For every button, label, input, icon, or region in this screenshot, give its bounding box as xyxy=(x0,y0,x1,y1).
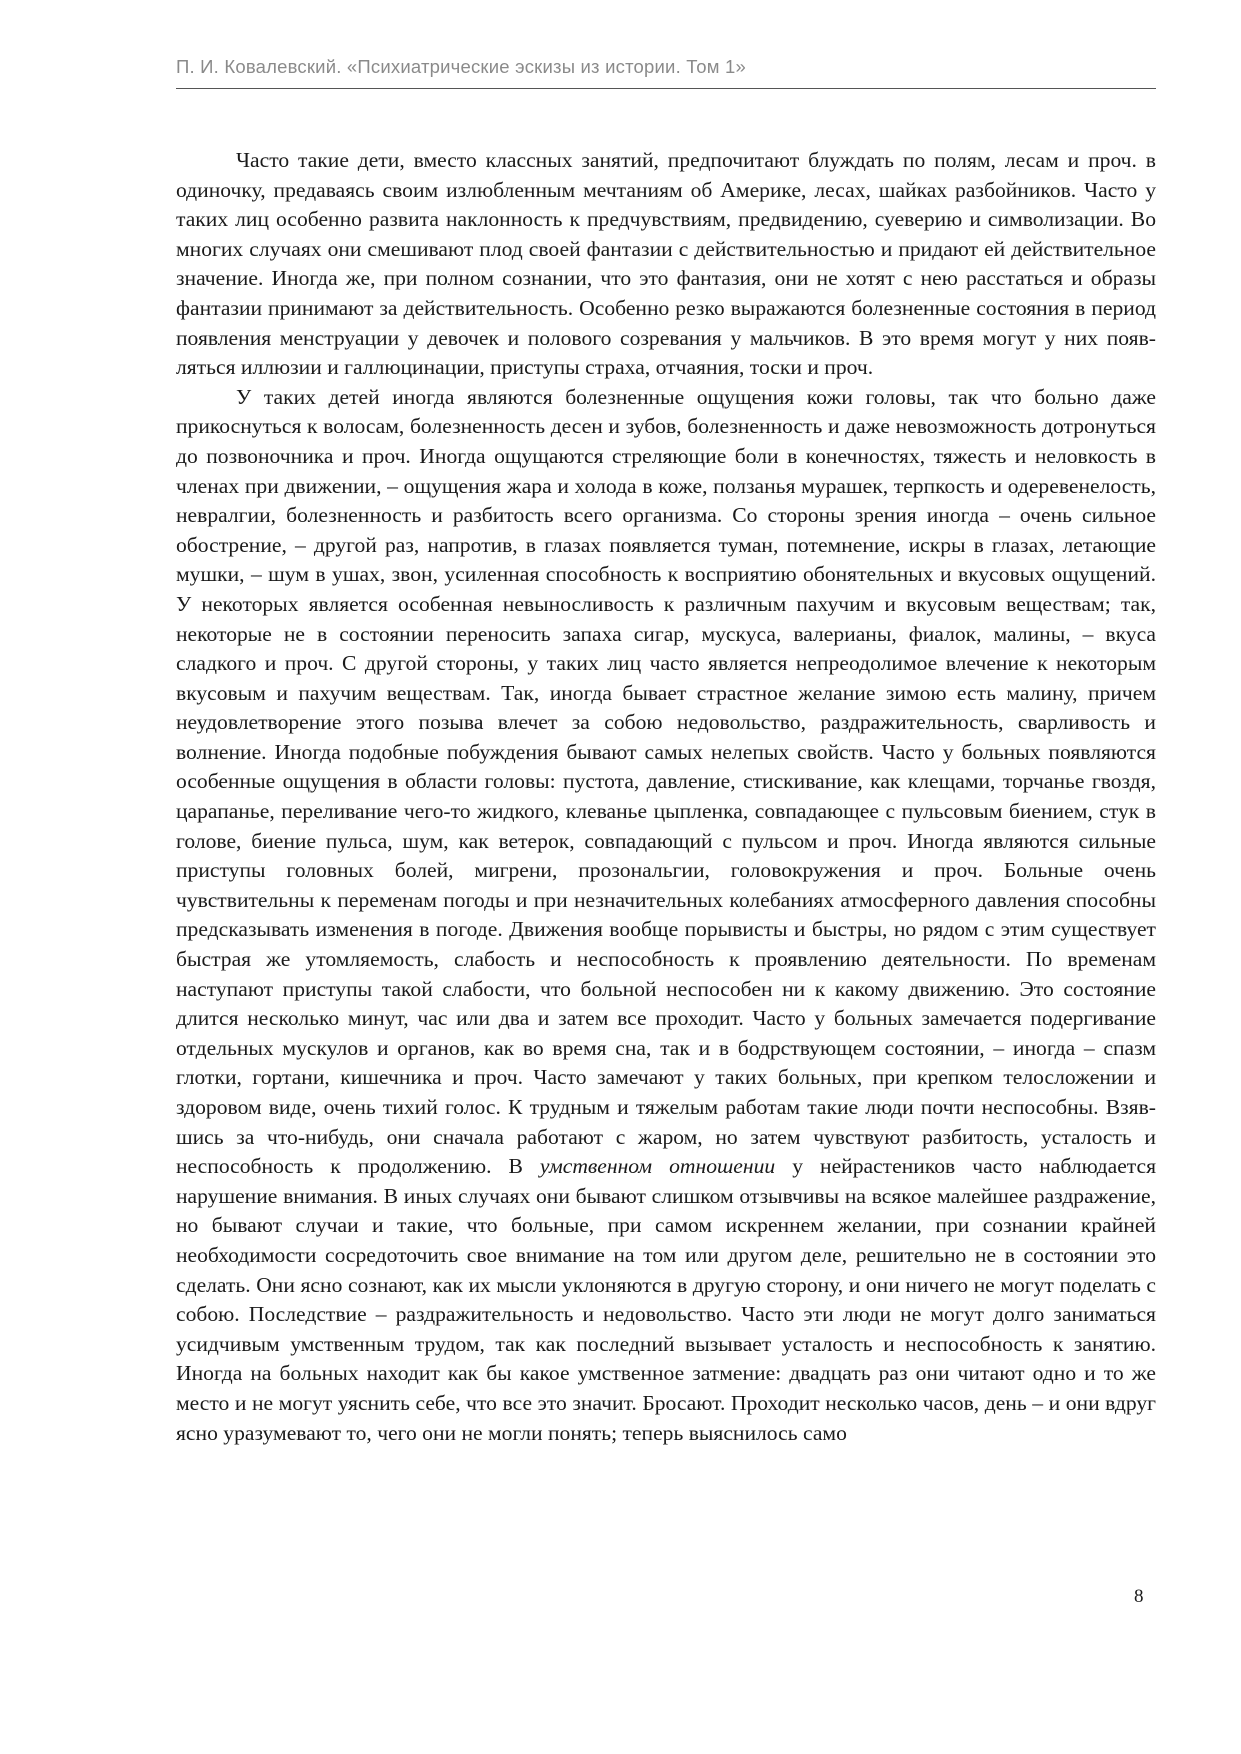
emphasis-text: умственном отношении xyxy=(539,1154,776,1179)
paragraph-text: у нейрастеников часто наблюдается нарушение внимания. В иных случаях они бывают слишком отзывчивы на всякое малейшее раздражение, но бывают случаи и такие, что больные, при самом искреннем желании, при сознании крайней необходимости сосредоточить свое внимание на том или другом деле, решительно не в состоянии это сделать. Они ясно сознают, как их мысли уклоняются в другую сторону, и они ничего не могут поделать с собою. Последствие – раздражительность и недовольство. Часто эти люди не могут долго заниматься усидчивым умственным трудом, так как последний вызывает усталость и неспособность к занятию. Иногда на больных находит как бы какое умственное затмение: двадцать раз они читают одно и то же место и не могут уяснить себе, что все это значит. Бросают. Проходит несколько часов, день – и они вдруг ясно уразумевают то, чего они не могли понять; теперь выяснилось само xyxy=(176,1154,1156,1445)
header-rule xyxy=(176,88,1156,89)
paragraph: Часто такие дети, вместо классных занятий, предпочитают блуждать по полям, лесам и проч. в одиночку, предаваясь своим излюбленным мечтаниям об Америке, лесах, шайках разбойников. Часто у таких лиц особенно развита наклонность к предчувствиям, предвидению, суеверию и символизации. Во многих случаях они смешивают плод своей фантазии с действительностью и придают ей действительное значение. Иногда же, при полном сознании, что это фантазия, они не хотят с нею расстаться и образы фантазии принимают за действительность. Особенно резко выражаются болезненные состояния в период появления менструации у девочек и полового созревания у мальчиков. В это время могут у них появляться иллюзии и галлюцинации, приступы страха, отчаяния, тоски и проч. xyxy=(176,148,1156,380)
paragraph xyxy=(176,383,1156,1448)
page-number: 8 xyxy=(1134,1586,1144,1607)
running-header: П. И. Ковалевский. «Психиатрические эскизы из истории. Том 1» xyxy=(176,56,747,77)
paragraph-text: У таких детей иногда являются болезненные ощущения кожи головы, так что больно даже прикоснуться к волосам, болезненность десен и зубов, болезненность и даже невозможность дотронуться до позвоночника и проч. Иногда ощущаются стреляющие боли в конечностях, тяжесть и неловкость в членах при движении, – ощущения жара и холода в коже, ползанья мурашек, терпкость и одеревенелость, невралгии, болезненность и разбитость всего организма. Со стороны зрения иногда – очень сильное обострение, – другой раз, напротив, в глазах появляется туман, потемнение, искры в глазах, летающие мушки, – шум в ушах, звон, усиленная способность к восприятию обонятельных и вкусовых ощущений. У некоторых является особенная невыносливость к различным пахучим и вкусовым веществам; так, некоторые не в состоянии переносить запаха сигар, мускуса, валерианы, фиалок, малины, – вкуса сладкого и проч. С другой стороны, у таких лиц часто является непреодолимое влечение к некоторым вкусовым и пахучим веществам. Так, иногда бывает страстное желание зимою есть малину, причем неудовлетворение этого позыва влечет за собою недовольство, раздражительность, сварливость и волнение. Иногда подобные побуждения бывают самых нелепых свойств. Часто у больных появляются особенные ощущения в области головы: пустота, давление, стискивание, как клещами, торчанье гвоздя, царапанье, переливание чего-то жидкого, клеванье цыпленка, совпадающее с пульсовым биением, стук в голове, биение пульса, шум, как ветерок, совпадающий с пульсом и проч. Иногда являются сильные приступы головных болей, мигрени, прозональгии, головокружения и проч. Больные очень чувствительны к переменам погоды и при незначительных колебаниях атмосферного давления способны предсказывать изменения в погоде. Движения вообще порывисты и быстры, но рядом с этим существует быстрая же утомляемость, слабость и неспособность к проявлению деятельности. По временам наступают приступы такой слабости, что больной неспособен ни к какому движению. Это состояние длится несколько минут, час или два и затем все проходит. Часто у больных замечается подергивание отдельных мускулов и органов, как во время сна, так и в бодрствующем состоянии, – иногда – спазм глотки, гортани, кишечника и проч. Часто замечают у таких больных, при крепком телосложении и здоровом виде, очень тихий голос. К трудным и тяжелым работам такие люди почти неспособны. Взявшись за что-нибудь, они сначала работают с жаром, но затем чувствуют разбитость, усталость и неспособность к продолжению. В xyxy=(176,384,1156,1179)
body-text xyxy=(176,146,1156,1448)
